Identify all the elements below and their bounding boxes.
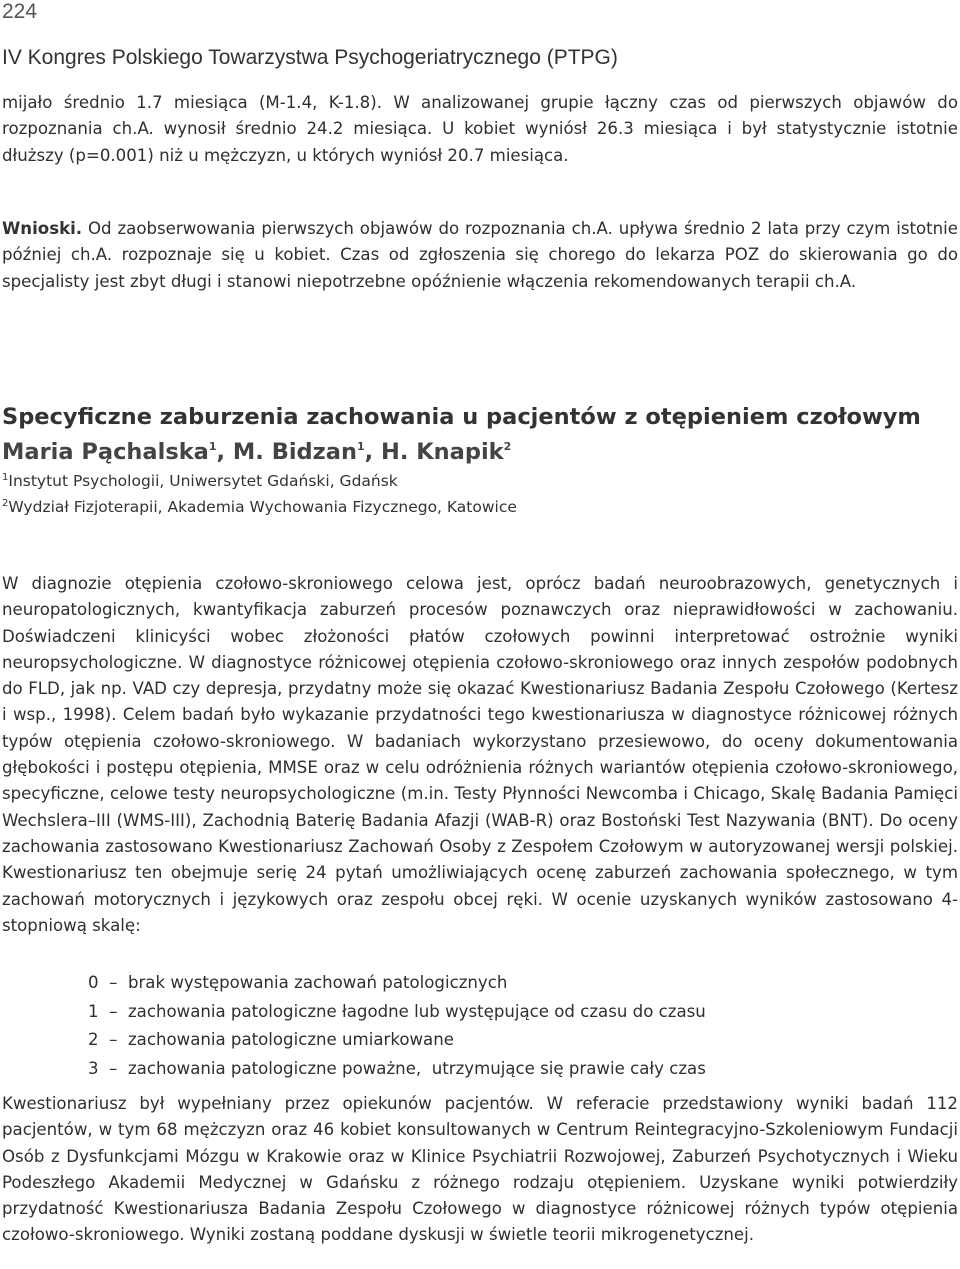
- conclusions-text: Od zaobserwowania pierwszych objawów do rozpoznania ch.A. upływa średnio 2 lata przy czym istotnie później ch.A. rozpoznaje się u kobiet. Czas od zgłoszenia się chorego do lekarza POZ do skierowania go do specjalisty jest zbyt długi i stanowi niepotrzebne opóźnienie włączenia rekomendowanych terapii ch.A.: [2, 219, 958, 291]
- abstract-body-paragraph: W diagnozie otępienia czołowo-skroniowego celowa jest, oprócz badań neuroobrazowych, genetycznych i neuropatologicznych, kwantyfikacja zaburzeń procesów poznawczych oraz nieprawidłowości w zachowaniu. Doświadczeni klinicyści wobec złożoności płatów czołowych powinni interpretować ostrożnie wyniki neuropsychologiczne. W diagnostyce różnicowej otępienia czołowo-skroniowego oraz innych zespołów podobnych do FLD, jak np. VAD czy depresja, przydatny może się okazać Kwestionariusz Badania Zespołu Czołowego (Kertesz i wsp., 1998). Celem badań było wykazanie przydatności tego kwestionariusza w diagnostyce różnicowej różnych typów otępienia czołowo-skroniowego. W badaniach wykorzystano przesiewowo, do oceny dokumentowania głębokości i postępu otępienia, MMSE oraz w celu odróżnienia różnych wariantów otępienia czołowo-skroniowego, specyficzne, celowe testy neuropsychologiczne (m.in. Testy Płynności Newcomba i Chicago, Skalę Badania Pamięci Wechslera–III (WMS-III), Zachodnią Baterię Badania Afazji (WAB-R) oraz Bostoński Test Nazywania (BNT). Do oceny zachowania zastosowano Kwestionariusz Zachowań Osoby z Zespołem Czołowym w autoryzowanej wersji polskiej. Kwestionariusz ten obejmuje serię 24 pytań umożliwiających ocenę zaburzeń zachowania społecznego, w tym zachowań motorycznych i językowych oraz zespołu obcej ręki. W ocenie uzyskanych wyników zastosowano 4-stopniową skalę:: [2, 574, 958, 935]
- running-header: IV Kongres Polskiego Towarzystwa Psychogeriatrycznego (PTPG): [2, 46, 618, 69]
- rating-scale-list: [88, 969, 948, 1083]
- rating-scale-item: 3 – zachowania patologiczne poważne, utrzymujące się prawie cały czas: [88, 1058, 706, 1078]
- rating-scale-item: 1 – zachowania patologiczne łagodne lub występujące od czasu do czasu: [88, 1001, 706, 1021]
- author-name: Maria Pąchalska: [2, 439, 209, 465]
- affiliation-text: Instytut Psychologii, Uniwersytet Gdański, Gdańsk: [8, 472, 398, 490]
- abstract-title: Specyficzne zaburzenia zachowania u pacjentów z otępieniem czołowym: [2, 404, 921, 430]
- rating-scale-item: 0 – brak występowania zachowań patologicznych: [88, 973, 508, 992]
- affiliation-number: 1: [2, 472, 9, 483]
- affiliation: [2, 472, 398, 490]
- abstract-body-paragraph: Kwestionariusz był wypełniany przez opiekunów pacjentów. W referacie przedstawiony wyniki badań 112 pacjentów, w tym 68 mężczyzn oraz 46 kobiet konsultowanych w Centrum Reintegracyjno-Szkoleniowym Fundacji Osób z Dysfunkcjami Mózgu w Krakowie oraz w Klinice Psychiatrii Rozwojowej, Zaburzeń Psychotycznych i Wieku Podeszłego Akademii Medycznej w Gdańsku z różnego rodzaju otępieniem. Uzyskane wyniki potwierdziły przydatność Kwestionariusza Badania Zespołu Czołowego w diagnostyce różnicowej różnych typów otępienia czołowo-skroniowego. Wyniki zostaną poddane dyskusji w świetle teorii mikrogenetycznej.: [2, 1094, 958, 1245]
- previous-abstract-results: mijało średnio 1.7 miesiąca (M-1.4, K-1.8). W analizowanej grupie łączny czas od pierwszych objawów do rozpoznania ch.A. wynosił średnio 24.2 miesiąca. U kobiet wyniósł 26.3 miesiąca i był statystycznie istotnie dłuższy (p=0.001) niż u mężczyzn, u których wyniósł 20.7 miesiąca.: [2, 93, 958, 165]
- author-list: [2, 439, 511, 465]
- affiliation: [2, 498, 517, 516]
- author-affiliation-number: 1: [356, 440, 365, 453]
- author-name: M. Bidzan: [232, 439, 357, 465]
- conclusions-label: Wnioski.: [2, 219, 83, 238]
- previous-abstract-conclusions: [2, 216, 958, 295]
- author-affiliation-number: 1: [208, 440, 217, 453]
- author-separator: ,: [216, 439, 233, 465]
- author-name: H. Knapik: [381, 439, 504, 465]
- author-separator: ,: [364, 439, 382, 465]
- author-affiliation-number: 2: [503, 440, 512, 453]
- rating-scale-item: 2 – zachowania patologiczne umiarkowane: [88, 1030, 454, 1049]
- affiliation-number: 2: [2, 498, 9, 509]
- page-number: 224: [2, 0, 38, 23]
- affiliation-text: Wydział Fizjoterapii, Akademia Wychowania Fizycznego, Katowice: [8, 498, 517, 516]
